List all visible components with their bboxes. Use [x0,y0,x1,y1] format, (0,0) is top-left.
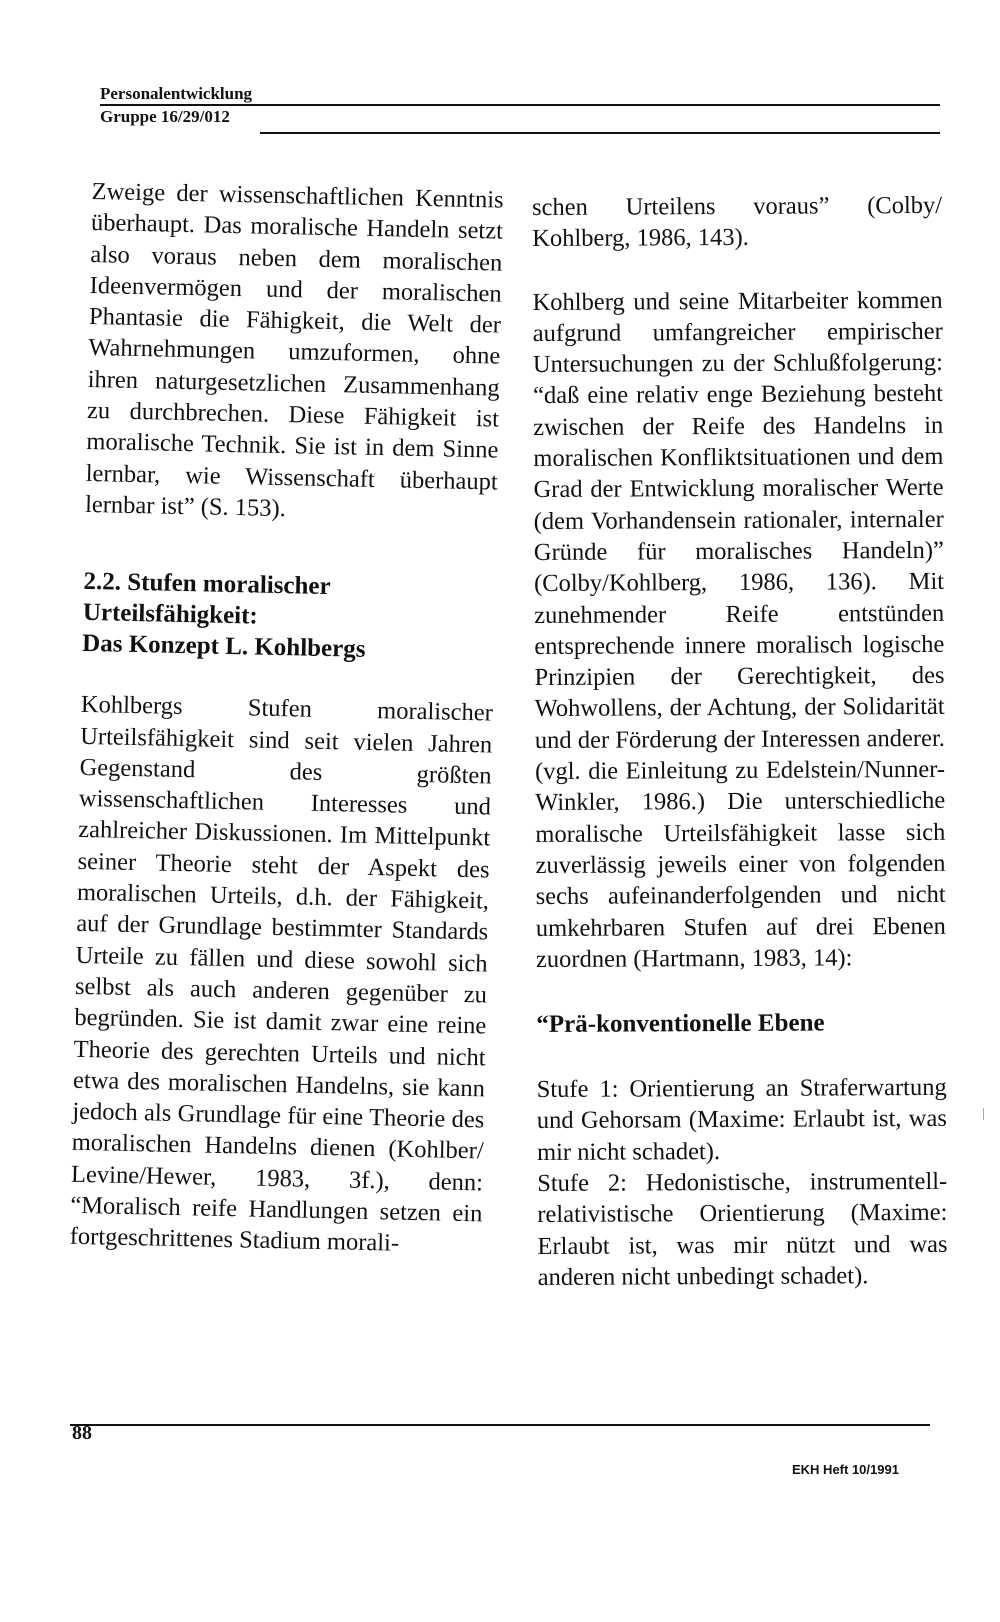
left-paragraph-2: Kohlbergs Stufen moralischer Urteilsfähigkeit sind seit vielen Jahren Gegenstand des größten wissenschaftlichen Interesses und zahlreicher Diskussionen. Im Mittelpunkt seiner Theorie steht der Aspekt des moralischen Urteils, d.h. der Fähigkeit, auf der Grundlage bestimmter Standards Urteile zu fällen und diese sowohl sich selbst als auch anderen gegenüber zu begründen. Sie ist damit zwar eine reine Theorie des gerechten Urteils und nicht etwa des moralischen Handelns, sie kann jedoch als Grundlage für eine Theorie des moralischen Handelns dienen (Kohlber/ Levine/Hewer, 1983, 3f.), denn: “Moralisch reife Handlungen setzen ein fortgeschrittenes Stadium morali- [69,691,494,1257]
running-header [100,84,940,128]
header-rule-secondary [260,132,940,134]
scan-mark [983,1108,984,1120]
page-number: 88 [72,1422,92,1444]
left-column [69,176,503,1261]
header-section-title: Personalentwicklung [100,84,253,103]
level-heading: “Prä-konventionelle Ebene [536,1009,825,1039]
section-heading-line-1: 2.2. Stufen moralischer [83,568,331,601]
section-heading-line-2: Urteilsfähigkeit: [82,599,259,630]
header-rule [100,104,940,106]
right-column [532,190,948,1293]
stage-2-text: Stufe 2: Hedonistische, instrumentell-relativistische Orientierung (Maxime: Erlaubt ist, was mir nützt und was anderen nicht unbedingt schadet). [537,1167,948,1291]
spacer [536,973,946,1009]
journal-reference: EKH Heft 10/1991 [792,1462,899,1477]
section-heading-line-3: Das Konzept L. Kohlbergs [81,630,366,664]
footer-rule [70,1424,930,1426]
right-paragraph-1: schen Urteilens voraus” (Colby/ Kohlberg, 1986, 143). [532,191,943,253]
stage-1-text: Stufe 1: Orientierung an Straferwartung und Gehorsam (Maxime: Erlaubt ist, was mir nicht schadet). [536,1073,947,1166]
spacer [532,252,942,286]
header-group-code: Gruppe 16/29/012 [100,107,230,126]
left-paragraph-1: Zweige der wissenschaftlichen Kenntnis überhaupt. Das moralische Handeln setzt also voraus neben dem moralischen Ideenvermögen und der moralischen Phantasie die Fähigkeit, die Welt der Wahrnehmungen umzuformen, ohne ihren naturgesetzlichen Zusammenhang zu durchbrechen. Diese Fähigkeit ist moralische Technik. Sie ist in dem Sinne lernbar, wie Wissenschaft überhaupt lernbar ist” (S. 153). [84,177,504,523]
right-paragraph-2: Kohlberg und seine Mitarbeiter kommen aufgrund umfangreicher empirischer Untersuchungen zu der Schlußfolgerung: “daß eine relativ enge Beziehung besteht zwischen der Reife des Handelns in moralischen Konfliktsituationen und dem Grad der Entwicklung moralischer Werte (dem Vorhandensein rationaler, internaler Gründe für moralisches Handeln)” (Colby/Kohlberg, 1986, 136). Mit zunehmender Reife entstünden entsprechende innere moralisch logische Prinzipien der Gerechtigkeit, des Wohwollens, der Achtung, der Solidarität und der Förderung der Interessen anderer. (vgl. die Einleitung zu Edelstein/Nunner-Winkler, 1986.) Die unterschiedliche moralische Urteilsfähigkeit lasse sich zuverlässig jeweils einer von folgenden sechs aufeinanderfolgenden und nicht umkehrbaren Stufen auf drei Ebenen zuordnen (Hartmann, 1983, 14): [532,286,946,973]
spacer [536,1038,946,1074]
